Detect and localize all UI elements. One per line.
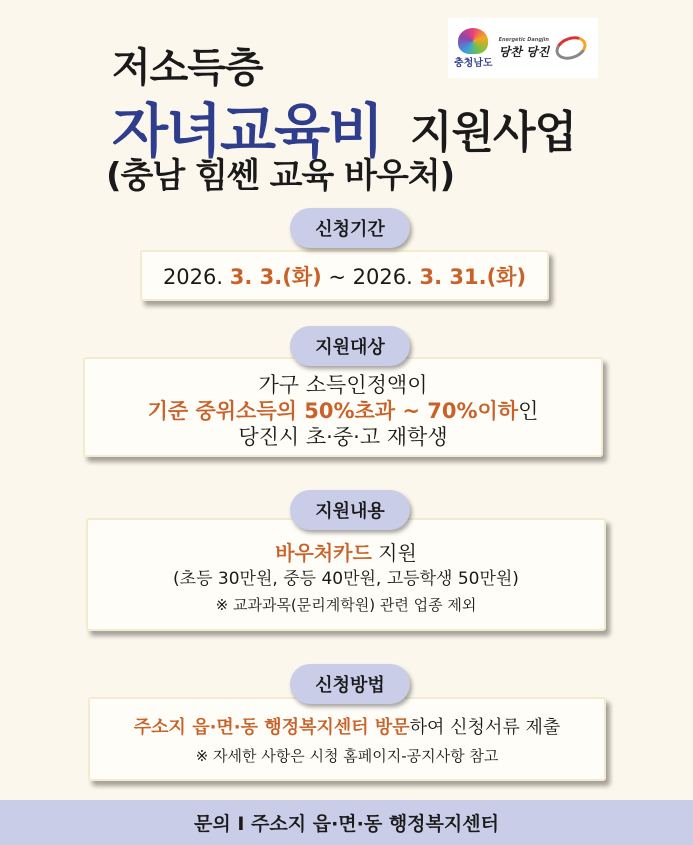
subtitle: (충남 힘쎈 교육 바우처) — [106, 156, 455, 196]
target-line3: 당진시 초·중·고 재학생 — [238, 425, 448, 449]
content-line1: 바우처카드 지원 — [275, 540, 417, 565]
content-line2: (초등 30만원, 중등 40만원, 고등학생 50만원) — [173, 568, 519, 589]
target-line2: 기준 중위소득의 50%초과 ~ 70%이하인 — [147, 399, 539, 423]
content-line3: ※ 교과과목(문리계학원) 관련 업종 제외 — [215, 595, 477, 614]
pill-method: 신청방법 — [290, 664, 410, 704]
pill-content: 지원내용 — [290, 490, 410, 530]
footer-contact: 문의 I 주소지 읍·면·동 행정복지센터 — [0, 800, 693, 845]
tree-icon — [458, 28, 488, 54]
title-line1: 저소득층 — [112, 45, 263, 91]
target-line1: 가구 소득인정액이 — [258, 373, 428, 397]
method-box — [88, 697, 606, 781]
chungnam-logo: 충청남도 — [454, 28, 493, 69]
method-line2: ※ 자세한 사항은 시청 홈페이지-공지사항 참고 — [195, 747, 499, 765]
title-highlight: 자녀교육비 — [112, 97, 383, 165]
pill-period: 신청기간 — [290, 208, 410, 248]
period-text: 2026. 3. 3.(화) ~ 2026. 3. 31.(화) — [162, 264, 527, 289]
method-line1: 주소지 읍·면·동 행정복지센터 방문하여 신청서류 제출 — [133, 717, 561, 738]
logos — [448, 18, 598, 78]
pill-target: 지원대상 — [290, 326, 410, 366]
target-box — [83, 357, 603, 457]
ring-icon — [552, 32, 590, 64]
period-box — [140, 250, 549, 301]
dangjin-logo: Energetic Dangjin 당찬 당진 — [498, 36, 550, 59]
title-line2: 지원사업 — [410, 107, 577, 158]
content-box — [86, 518, 606, 631]
